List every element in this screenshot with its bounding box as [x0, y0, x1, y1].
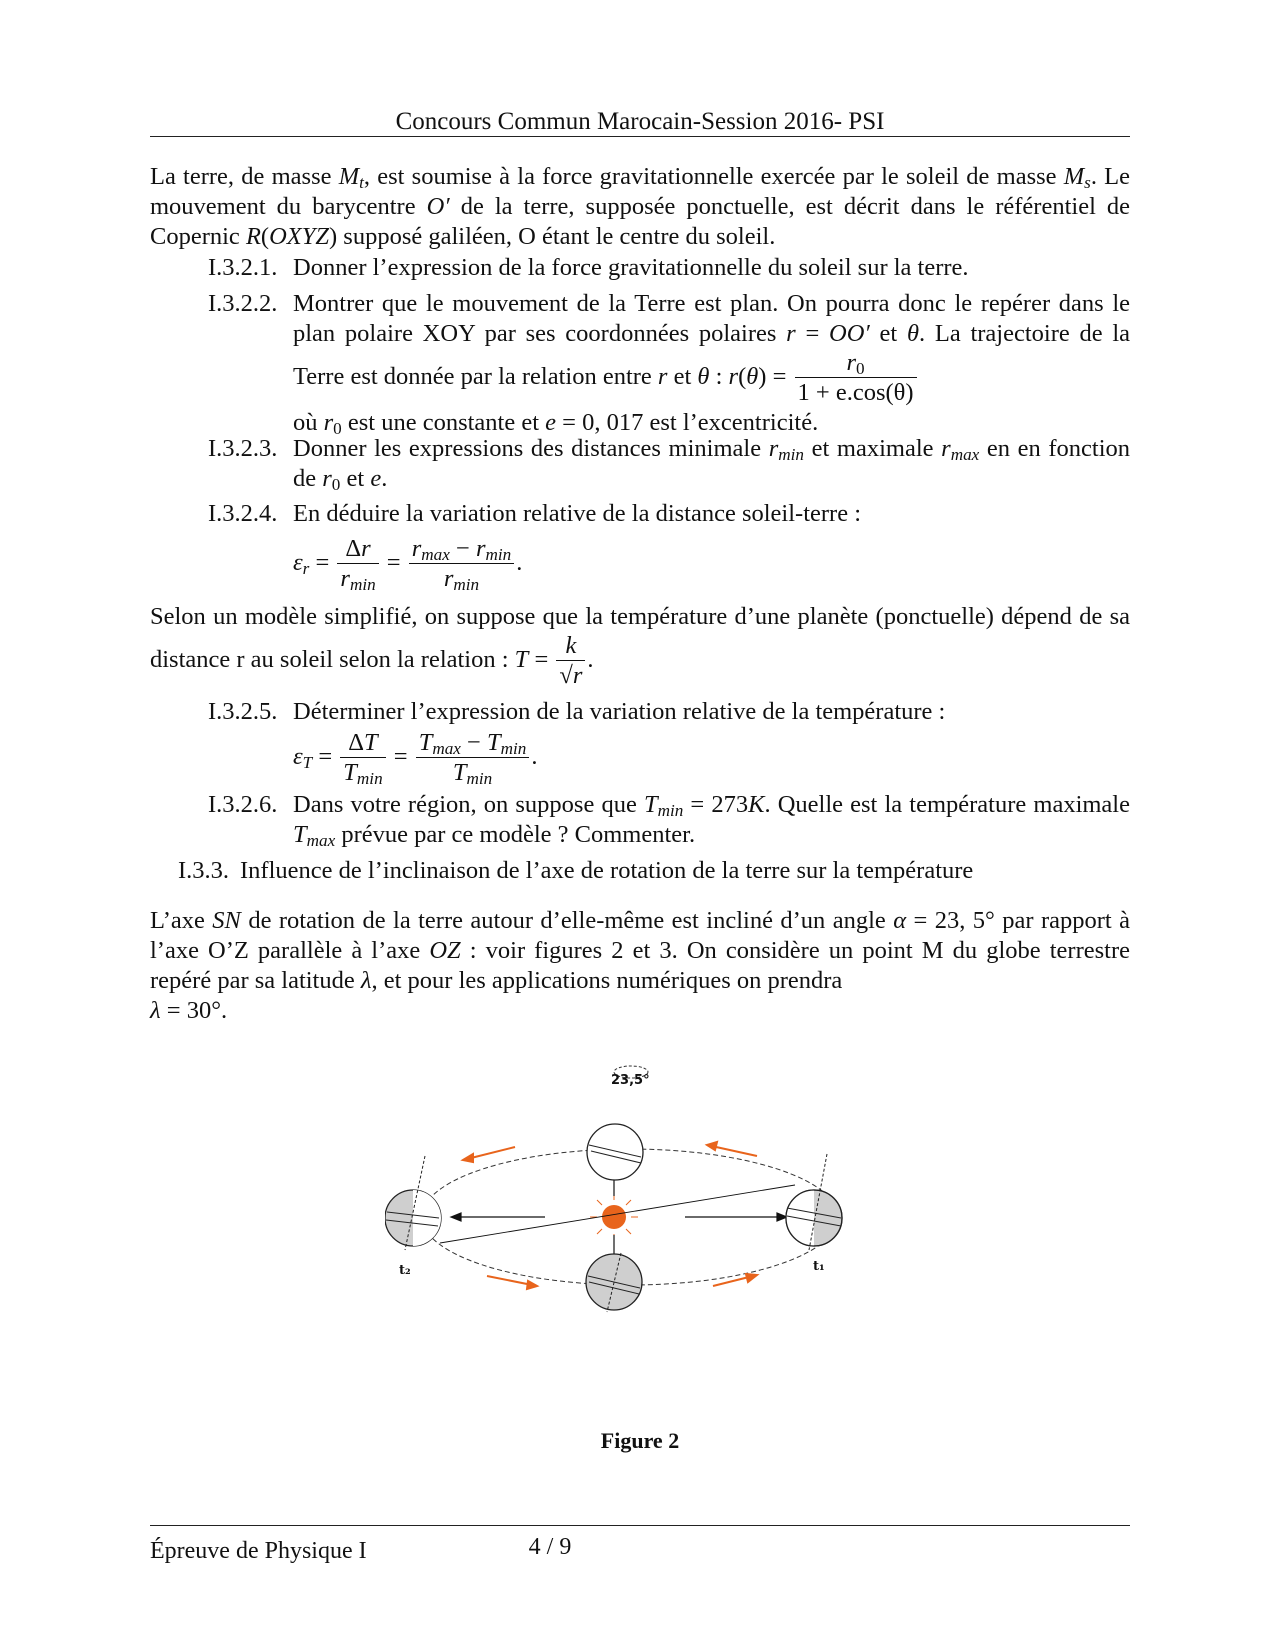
section-number: I.3.3.	[178, 857, 230, 884]
question-number: I.3.2.6.	[208, 791, 278, 818]
question-text: Donner les expressions des distances minimale $r_{min}$ et maximale $r_{max}$ en en fonction de $r_0$ et e.	[293, 435, 1130, 494]
t1-label: t₁	[813, 1259, 825, 1274]
question-number: I.3.2.4.	[208, 500, 278, 527]
question-number: I.3.2.2.	[208, 290, 278, 317]
question-number: I.3.2.5.	[208, 698, 278, 725]
question-text: Déterminer l’expression de la variation relative de la température : $\varepsilon_T$ = $\frac{\Delta T}{T_{min}}$ = $\frac{T_{max} - T_{min}}{T_{min}}$ .	[293, 698, 946, 788]
axis-paragraph: L’axe SN de rotation de la terre autour d’elle-même est incliné d’un angle α = 23, 5° par rapport à l’axe O’Z parallèle à l’axe OZ : voir figures 2 et 3. On considère un point M du globe terrestre repéré par sa latitude λ, et pour les applications numériques on prendra λ = 30°.	[150, 907, 1130, 1024]
earth-top	[587, 1124, 643, 1180]
page-number: 4 / 9	[528, 1534, 572, 1560]
earth-bottom	[586, 1253, 642, 1312]
orbit-fraction: $\frac{r_0}{1 + e.\cos(\theta)}$	[795, 349, 917, 408]
page-header: Concours Commun Marocain-Session 2016- PSI	[395, 108, 885, 135]
footer-title: Épreuve de Physique I	[150, 1538, 367, 1564]
t2-label: t₂	[399, 1263, 411, 1278]
section-title: Influence de l’inclinaison de l’axe de rotation de la terre sur la température	[240, 857, 974, 884]
earth-right	[786, 1154, 842, 1250]
earth-left	[385, 1156, 441, 1250]
question-number: I.3.2.3.	[208, 435, 278, 462]
angle-label: 23,5°	[611, 1073, 650, 1088]
header-rule	[150, 136, 1130, 137]
figure-caption: Figure 2	[600, 1428, 680, 1453]
intro-paragraph: La terre, de masse $M_t$, est soumise à la force gravitationnelle exercée par le soleil de masse $M_s$. Le mouvement du barycentre O′ de la terre, supposée ponctuelle, est décrit dans le référentiel de Copernic R(OXYZ) supposé galiléen, O étant le centre du soleil.	[150, 163, 1131, 250]
footer-rule	[150, 1525, 1130, 1526]
temperature-fraction: $\frac{k}{√r}$	[556, 632, 585, 691]
question-text: Dans votre région, on suppose que $T_{min} = 273K$. Quelle est la température maximale $T_{max}$ prévue par ce modèle ? Commenter.	[293, 791, 1130, 850]
model-paragraph: Selon un modèle simplifié, on suppose que la température d’une planète (ponctuelle) dépend de sa distance r au soleil selon la relation : T = $\frac{k}{√r}$ .	[150, 603, 1130, 689]
orbit-figure	[385, 1050, 865, 1330]
epsilon-t-formula: $\varepsilon_T$ = $\frac{\Delta T}{T_{min}}$ = $\frac{T_{max} - T_{min}}{T_{min}}$ .	[293, 729, 538, 788]
question-text: En déduire la variation relative de la distance soleil-terre : $\varepsilon_r$ = $\frac{\Delta r}{r_{min}}$ = $\frac{r_{max} - r_{min}}{r_{min}}$ .	[293, 500, 862, 594]
question-text: Montrer que le mouvement de la Terre est plan. On pourra donc le repérer dans le plan polaire XOY par ses coordonnées polaires r = OO′ et θ. La trajectoire de la Terre est donnée par la relation entre r et θ : r(θ) = $\frac{r_0}{1 + e.\cos(\theta)}$ où $r_0$ est une constante et e = 0, 017 est l’excentricité.	[293, 290, 1131, 438]
page	[150, 0, 1130, 1650]
question-number: I.3.2.1.	[208, 254, 278, 281]
question-text: Donner l’expression de la force gravitationnelle du soleil sur la terre.	[293, 254, 969, 281]
epsilon-r-formula: $\varepsilon_r$ = $\frac{\Delta r}{r_{min}}$ = $\frac{r_{max} - r_{min}}{r_{min}}$ .	[293, 535, 523, 594]
